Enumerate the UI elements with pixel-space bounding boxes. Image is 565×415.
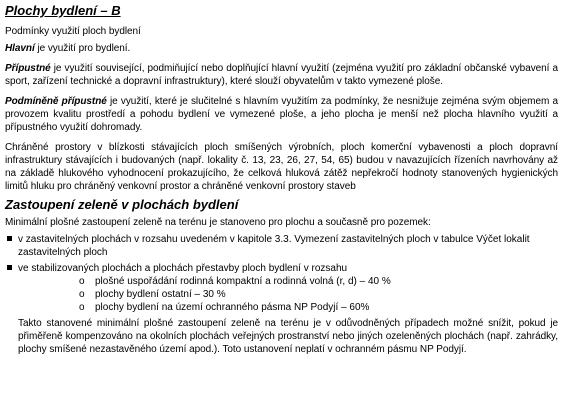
sublist-item-text: plochy bydlení na území ochranného pásma NP Podyjí – 60% — [95, 302, 370, 313]
page-title: Plochy bydlení – B — [5, 3, 121, 18]
protected-spaces-paragraph: Chráněné prostory v blízkosti stávajících ploch smíšených výrobních, ploch komerční vybavenosti a ploch dopravní infrastruktury stávajících i budovaných (např. lokality č. 13, 23, 26, 27, 54, 65) budou v navazujících řízeních navrhovány až na základě hlukového vyhodnocení prokazujícího, že celková hluková zátěž nepřekročí hodnoty stanovených hygienických limitů hluku pro chráněný venkovní prostor a chráněné venkovní prostory staveb — [5, 142, 558, 192]
square-bullet-icon — [7, 236, 12, 241]
sublist-item-text: plošné uspořádání rodinná kompaktní a rodinná volná (r, d) – 40 % — [95, 276, 391, 287]
conditional-use-text: je využití, které je slučitelné s hlavním využitím za podmínky, že nesnižuje zejména svým objemem a provozem kvalitu prostředí a pohodu bydlení ve vymezené ploše, a jeho plocha je menší než plocha hlavního využití a přípustného využití dohromady. — [5, 96, 558, 133]
main-use-paragraph — [5, 42, 558, 55]
sublist-item — [18, 289, 558, 301]
list-item — [5, 233, 558, 259]
square-bullet-icon — [7, 265, 12, 270]
main-use-label: Hlavní — [5, 43, 35, 54]
list-item — [5, 262, 558, 314]
greenery-list — [5, 233, 558, 314]
greenery-sublist — [18, 276, 558, 314]
document — [5, 3, 558, 363]
sublist-item-text: plochy bydlení ostatní – 30 % — [95, 289, 226, 300]
circle-bullet-icon: o — [79, 289, 85, 300]
circle-bullet-icon: o — [79, 302, 85, 313]
list-item-text: v zastavitelných plochách v rozsahu uvedeném v kapitole 3.3. Vymezení zastavitelných ploch v tabulce Výčet lokalit zastavitelných ploch — [18, 234, 530, 258]
sublist-item — [18, 276, 558, 288]
permitted-use-paragraph — [5, 62, 558, 88]
list-item-text: ve stabilizovaných plochách a plochách přestavby ploch bydlení v rozsahu — [18, 263, 348, 274]
conditional-use-paragraph — [5, 95, 558, 134]
conditions-heading: Podmínky využití ploch bydlení — [5, 26, 141, 37]
conditional-use-label: Podmíněně přípustné — [5, 96, 107, 107]
permitted-use-text: je využití související, podmiňující nebo doplňující hlavní využití (zejména využití pro základní občanské vybavení a sport, zařízení technické a dopravní infrastruktury), které slouží obyvatelům v takto vymezené ploše. — [5, 63, 558, 87]
greenery-note: Takto stanovené minimální plošné zastoupení zeleně na terénu je v odůvodněných případech možné snížit, pokud je přiměřeně kompenzováno na okolních plochách veřejných prostranství nebo jiných ozeleněných plochách (např. zahrádky, plochy smíšené nezastavěného území apod.). Toto ustanovení neplatí v ochranném pásmu NP Podyjí. — [18, 318, 558, 355]
greenery-heading: Zastoupení zeleně v plochách bydlení — [5, 197, 239, 212]
sublist-item — [18, 302, 558, 314]
circle-bullet-icon: o — [79, 276, 85, 287]
greenery-intro: Minimální plošné zastoupení zeleně na terénu je stanoveno pro plochu a současně pro pozemek: — [5, 217, 431, 228]
permitted-use-label: Přípustné — [5, 63, 51, 74]
main-use-text: je využití pro bydlení. — [34, 43, 131, 54]
